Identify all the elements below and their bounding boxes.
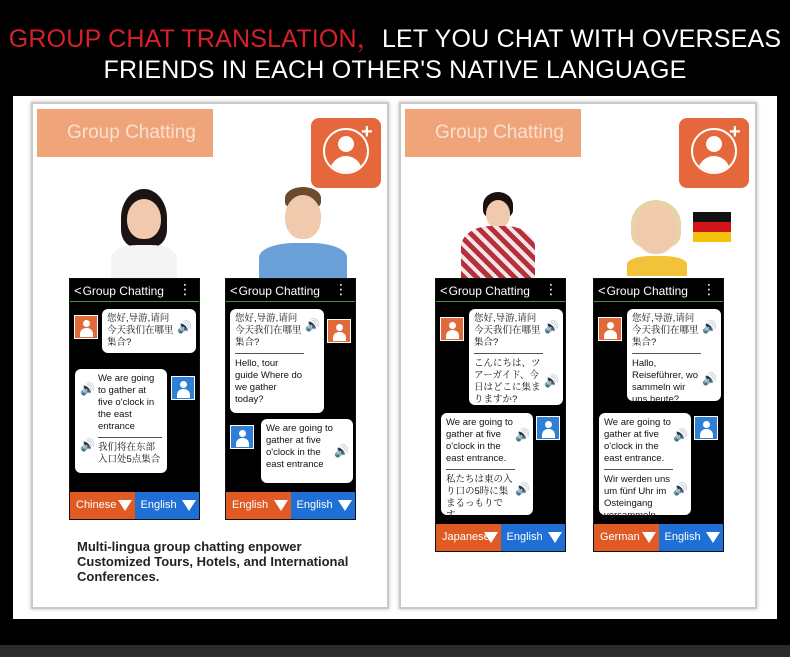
chat-bubble — [230, 309, 324, 413]
add-user-button[interactable]: + — [311, 118, 381, 188]
target-language-select[interactable]: English — [135, 492, 200, 519]
message-translation: Wir werden uns um fünf Uhr im Osteingang versammeln. — [604, 474, 670, 521]
speaker-icon[interactable]: 🔊 — [702, 320, 717, 334]
kebab-menu-icon[interactable]: ⋮ — [702, 281, 716, 297]
user-avatar-blue — [230, 425, 254, 449]
smiling-woman-photo — [623, 200, 735, 276]
headline-red-text: GROUP CHAT TRANSLATION， — [8, 25, 382, 53]
user-avatar-blue — [694, 416, 718, 440]
man-photo — [255, 187, 351, 279]
back-chevron-icon[interactable]: < — [230, 283, 238, 298]
phone-english-chat — [225, 278, 356, 520]
phone-title-bar — [70, 279, 199, 302]
message-text: 您好,导游,请问今天我们在哪里集合? — [632, 313, 699, 348]
speaker-icon[interactable]: 🔊 — [544, 320, 559, 334]
kimono-woman-photo — [455, 192, 541, 278]
chevron-down-icon — [274, 500, 288, 511]
message-text: We are going to gather at five o'clock in the east entrance — [266, 423, 333, 470]
chat-bubble — [75, 369, 167, 473]
chat-bubble — [441, 413, 533, 521]
source-language-select[interactable]: Chinese — [70, 492, 135, 519]
speaker-icon[interactable]: 🔊 — [334, 444, 349, 458]
message-translation: 我们将在东部入口处5点集合 — [98, 442, 161, 465]
language-bar — [594, 524, 723, 551]
speaker-icon[interactable]: 🔊 — [80, 382, 95, 396]
message-translation: Hello, tour guide Where do we gather today? — [235, 358, 303, 405]
message-text: We are going to gather at five o'clock in the east entrance. — [446, 417, 513, 464]
chevron-down-icon — [338, 500, 352, 511]
chat-bubble — [469, 309, 563, 405]
back-chevron-icon[interactable]: < — [598, 283, 606, 298]
kebab-menu-icon[interactable]: ⋮ — [178, 281, 192, 297]
chat-bubble — [102, 309, 196, 353]
message-text: 您好,导游,请问今天我们在哪里集合? — [235, 313, 302, 348]
headline-line-2: FRIENDS IN EACH OTHER'S NATIVE LANGUAGE — [103, 56, 687, 84]
user-avatar-blue — [536, 416, 560, 440]
source-language-select[interactable]: German — [594, 524, 659, 551]
right-panel — [399, 102, 757, 609]
source-language-select[interactable]: Japanese — [436, 524, 501, 551]
speaker-icon[interactable]: 🔊 — [673, 428, 688, 442]
chevron-down-icon — [484, 532, 498, 543]
speaker-icon[interactable]: 🔊 — [544, 374, 559, 388]
group-chatting-tab: Group Chatting — [37, 109, 213, 157]
phone-chinese-chat — [69, 278, 200, 520]
phone-title-bar — [436, 279, 565, 302]
woman-photo — [103, 189, 193, 279]
message-text: We are going to gather at five o'clock in the east entrance — [98, 373, 155, 432]
group-chatting-tab: Group Chatting — [405, 109, 581, 157]
kebab-menu-icon[interactable]: ⋮ — [544, 281, 558, 297]
target-language-select[interactable]: English — [659, 524, 724, 551]
add-user-button[interactable]: + — [679, 118, 749, 188]
message-translation: Hallo, Reiseführer, wo sammeln wir uns heute? — [632, 358, 699, 405]
speaker-icon[interactable]: 🔊 — [673, 482, 688, 496]
message-text: 您好,导游,请问今天我们在哪里集合? — [107, 313, 174, 348]
chat-bubble — [627, 309, 721, 405]
headline-banner — [0, 0, 790, 96]
phone-title: Group Chatting — [238, 284, 320, 298]
feature-caption: Multi-lingua group chatting enpower Customized Tours, Hotels, and International Conferences. — [77, 539, 349, 584]
back-chevron-icon[interactable]: < — [74, 283, 82, 298]
language-bar — [226, 492, 355, 519]
user-avatar-blue — [171, 376, 195, 400]
chevron-down-icon — [118, 500, 132, 511]
message-text: We are going to gather at five o'clock in the east entrance. — [604, 417, 671, 464]
speaker-icon[interactable]: 🔊 — [702, 372, 717, 386]
message-translation: こんにちは、ツアーガイド、今日はどこに集まりますか? — [474, 358, 541, 405]
language-bar — [70, 492, 199, 519]
german-flag — [693, 212, 731, 242]
user-avatar-orange — [74, 315, 98, 339]
chat-bubble — [599, 413, 691, 521]
phone-title-bar — [594, 279, 723, 302]
phone-title-bar — [226, 279, 355, 302]
chevron-down-icon — [642, 532, 656, 543]
user-avatar-orange — [327, 319, 351, 343]
headline-white-text: LET YOU CHAT WITH OVERSEAS — [381, 25, 782, 53]
speaker-icon[interactable]: 🔊 — [305, 318, 320, 332]
phone-title: Group Chatting — [448, 284, 530, 298]
chevron-down-icon — [182, 500, 196, 511]
footer-bar — [0, 619, 790, 657]
phone-german-chat — [593, 278, 724, 552]
message-text: 您好,导游,请问今天我们在哪里集合? — [474, 313, 541, 348]
user-avatar-orange — [440, 317, 464, 341]
headline-line-1 — [0, 24, 790, 54]
language-bar — [436, 524, 565, 551]
left-panel — [31, 102, 389, 609]
speaker-icon[interactable]: 🔊 — [177, 320, 192, 334]
speaker-icon[interactable]: 🔊 — [80, 438, 95, 452]
kebab-menu-icon[interactable]: ⋮ — [334, 281, 348, 297]
chat-bubble — [261, 419, 353, 483]
phone-title: Group Chatting — [82, 284, 164, 298]
user-avatar-orange — [598, 317, 622, 341]
chevron-down-icon — [706, 532, 720, 543]
back-chevron-icon[interactable]: < — [440, 283, 448, 298]
phone-title: Group Chatting — [606, 284, 688, 298]
speaker-icon[interactable]: 🔊 — [515, 482, 530, 496]
source-language-select[interactable]: English — [226, 492, 291, 519]
content-area — [13, 96, 777, 619]
phone-japanese-chat — [435, 278, 566, 552]
speaker-icon[interactable]: 🔊 — [515, 428, 530, 442]
target-language-select[interactable]: English — [291, 492, 356, 519]
message-translation: 私たちは東の入り口の5時に集まるっもりです。 — [446, 474, 513, 521]
chevron-down-icon — [548, 532, 562, 543]
target-language-select[interactable]: English — [501, 524, 566, 551]
